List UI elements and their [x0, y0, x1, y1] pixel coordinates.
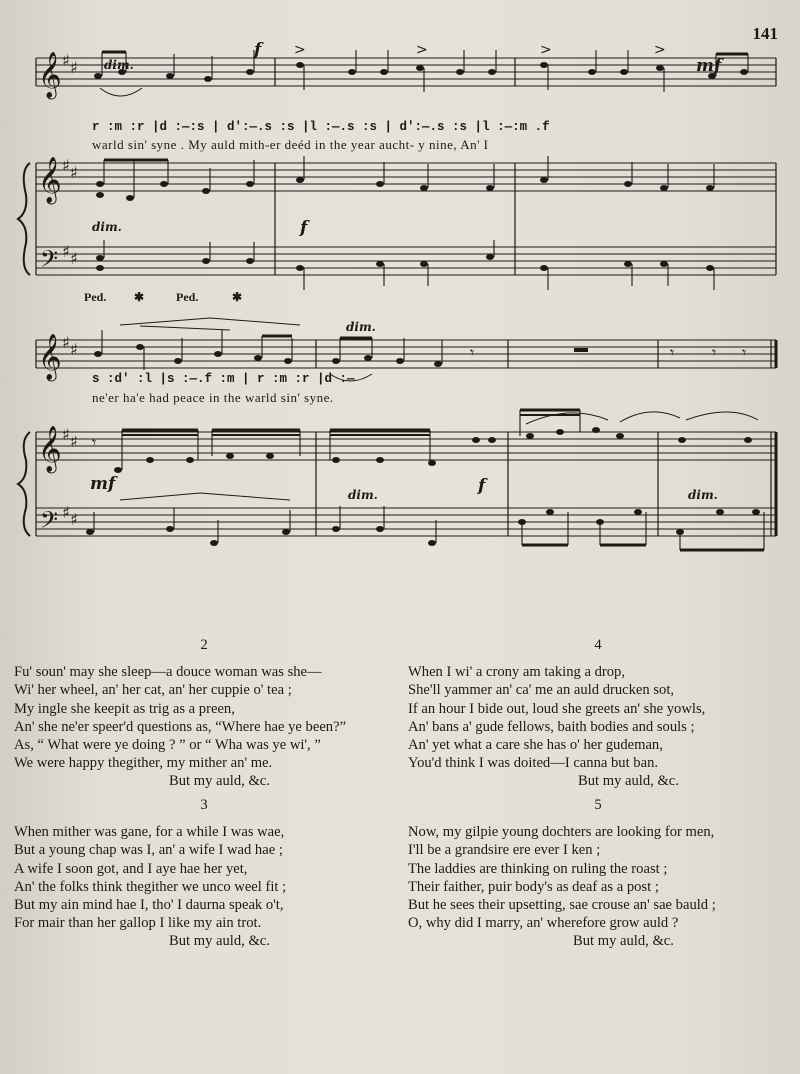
verse-number: 5 — [594, 797, 602, 813]
system2-barlines — [36, 340, 771, 536]
svg-text:𝄾: 𝄾 — [712, 343, 717, 362]
verse-line: An' the folks think thegither we unco weel fit ; — [14, 878, 287, 895]
verse-5 — [408, 796, 788, 951]
system1-piano-bass-staff — [36, 247, 776, 275]
verse-line: An' she ne'er speer'd questions as, “Where hae ye been?” — [14, 718, 347, 735]
refrain: But my auld, &c. — [169, 933, 270, 950]
pedal-release-icon: ✱ — [232, 290, 243, 304]
verse-line: But my ain mind hae I, tho' I daurna speak o't, — [14, 897, 284, 914]
dynamic-dim: dim. — [348, 488, 378, 502]
verse-4 — [408, 636, 788, 791]
verse-line: Now, my gilpie young dochters are looking for men, — [408, 824, 715, 841]
system2-piano-brace — [18, 432, 30, 536]
pedal-mark: Ped. — [84, 290, 107, 304]
svg-text:♯: ♯ — [70, 432, 78, 451]
lyric-line-1: warld sin' syne . My auld mith-er deéd in the year aucht- y nine, An' I — [92, 137, 489, 152]
verse-line: When I wi' a crony am taking a drop, — [408, 664, 626, 681]
solfa-line-2: s :dʹ :l |s :—.f :m | r :m :r |d :— — [92, 372, 355, 386]
svg-text:♯: ♯ — [70, 340, 78, 359]
bass-clef-icon: 𝄢 — [40, 245, 59, 278]
svg-text:𝄾: 𝄾 — [470, 343, 475, 362]
verse-line: You'd think I was doited—I canna but ban. — [408, 755, 659, 772]
verse-line: I'll be a grandsire ere ever I ken ; — [408, 842, 601, 859]
verse-line: When mither was gane, for a while I was wae, — [14, 824, 285, 841]
refrain: But my auld, &c. — [573, 933, 674, 950]
verse-2 — [14, 636, 394, 791]
svg-text:>: > — [540, 42, 552, 58]
refrain: But my auld, &c. — [578, 773, 679, 790]
svg-text:>: > — [416, 42, 428, 58]
svg-text:♯: ♯ — [70, 510, 78, 529]
svg-text:♯: ♯ — [62, 333, 70, 352]
sharp-icon: ♯ — [62, 51, 70, 70]
pedal-release-icon: ✱ — [134, 290, 145, 304]
lyric-line-2: ne'er ha'e had peace in the warld sin' syne. — [92, 390, 334, 405]
svg-text:♯: ♯ — [62, 242, 70, 261]
svg-text:>: > — [654, 42, 666, 58]
system2-piano-bass-staff — [36, 508, 776, 536]
dynamic-forte: f — [478, 476, 486, 496]
svg-text:𝄾: 𝄾 — [742, 343, 747, 362]
verse-line: My ingle she keepit as trig as a preen, — [14, 700, 235, 717]
verse-line: Wi' her wheel, an' her cat, an' her cuppie o' tea ; — [14, 682, 292, 699]
svg-text:♯: ♯ — [62, 425, 70, 444]
refrain: But my auld, &c. — [169, 773, 270, 790]
pedal-mark: Ped. — [176, 290, 199, 304]
dynamic-dim: dim. — [346, 320, 376, 334]
treble-clef-icon: 𝄞 — [38, 334, 62, 380]
verse-line: An' bans a' gude fellows, baith bodies and souls ; — [408, 718, 695, 735]
dynamic-forte: f — [300, 218, 308, 238]
svg-text:𝄾: 𝄾 — [670, 343, 675, 362]
verse-3 — [14, 796, 394, 951]
svg-text:♯: ♯ — [62, 503, 70, 522]
verse-line: For mair than her gallop I like my ain trot. — [14, 915, 262, 932]
system1-vocal-staff — [36, 58, 776, 86]
verse-line: If an hour I bide out, loud she greets an' she yowls, — [408, 700, 706, 717]
svg-text:♯: ♯ — [62, 156, 70, 175]
clefs — [38, 51, 78, 539]
system1-piano-brace — [18, 163, 30, 275]
svg-text:>: > — [294, 42, 306, 58]
verse-line: An' yet what a care she has o' her gudeman, — [408, 737, 663, 754]
svg-text:♯: ♯ — [70, 163, 78, 182]
bass-clef-icon: 𝄢 — [40, 506, 59, 539]
verse-line: Fu' soun' may she sleep—a douce woman was she— — [14, 664, 322, 681]
verse-line: Their faither, puir body's as deaf as a post ; — [408, 878, 659, 895]
svg-text:♯: ♯ — [70, 249, 78, 268]
system1-barlines — [36, 58, 776, 275]
system2-piano-treble-staff — [36, 432, 776, 460]
svg-text:♯: ♯ — [70, 58, 78, 77]
dynamic-dim: dim. — [104, 58, 134, 72]
dynamic-forte: f — [254, 40, 262, 60]
verse-line: A wife I soon got, and I aye hae her yet, — [14, 860, 248, 877]
treble-clef-icon: 𝄞 — [38, 426, 62, 472]
system2-vocal-staff — [36, 340, 776, 368]
verse-number: 4 — [594, 637, 602, 653]
verse-line: As, “ What were ye doing ? ” or “ Wha was ye wi', ” — [14, 737, 321, 754]
accents — [294, 42, 666, 58]
page-number: 141 — [752, 24, 778, 43]
verse-line: O, why did I marry, an' wherefore grow auld ? — [408, 915, 679, 932]
hairpins — [120, 318, 300, 500]
verse-line: She'll yammer an' ca' me an auld drucken sot, — [408, 682, 675, 699]
dynamic-mezzo-forte: mf — [696, 56, 722, 76]
treble-clef-icon: 𝄞 — [38, 157, 62, 203]
verse-line: But a young chap was I, an' a wife I wad hae ; — [14, 842, 283, 859]
treble-clef-icon: 𝄞 — [38, 52, 62, 98]
verse-number: 2 — [200, 637, 208, 653]
solfa-line-1: r :m :r |d :—:s | dʹ:—.s :s |l :—.s :s | dʹ:—.s :s |l :—:m .f — [92, 120, 550, 134]
dynamic-dim: dim. — [92, 220, 122, 234]
verse-line: The laddies are thinking on ruling the roast ; — [408, 860, 668, 877]
dynamic-dim: dim. — [688, 488, 718, 502]
dynamic-mezzo-forte: mf — [90, 474, 116, 494]
svg-text:𝄾: 𝄾 — [92, 433, 97, 452]
verse-line: But he sees their upsetting, sae crouse an' sae bauld ; — [408, 897, 716, 914]
verse-line: We were happy thegither, my mither an' me. — [14, 755, 273, 772]
verse-number: 3 — [200, 797, 208, 813]
